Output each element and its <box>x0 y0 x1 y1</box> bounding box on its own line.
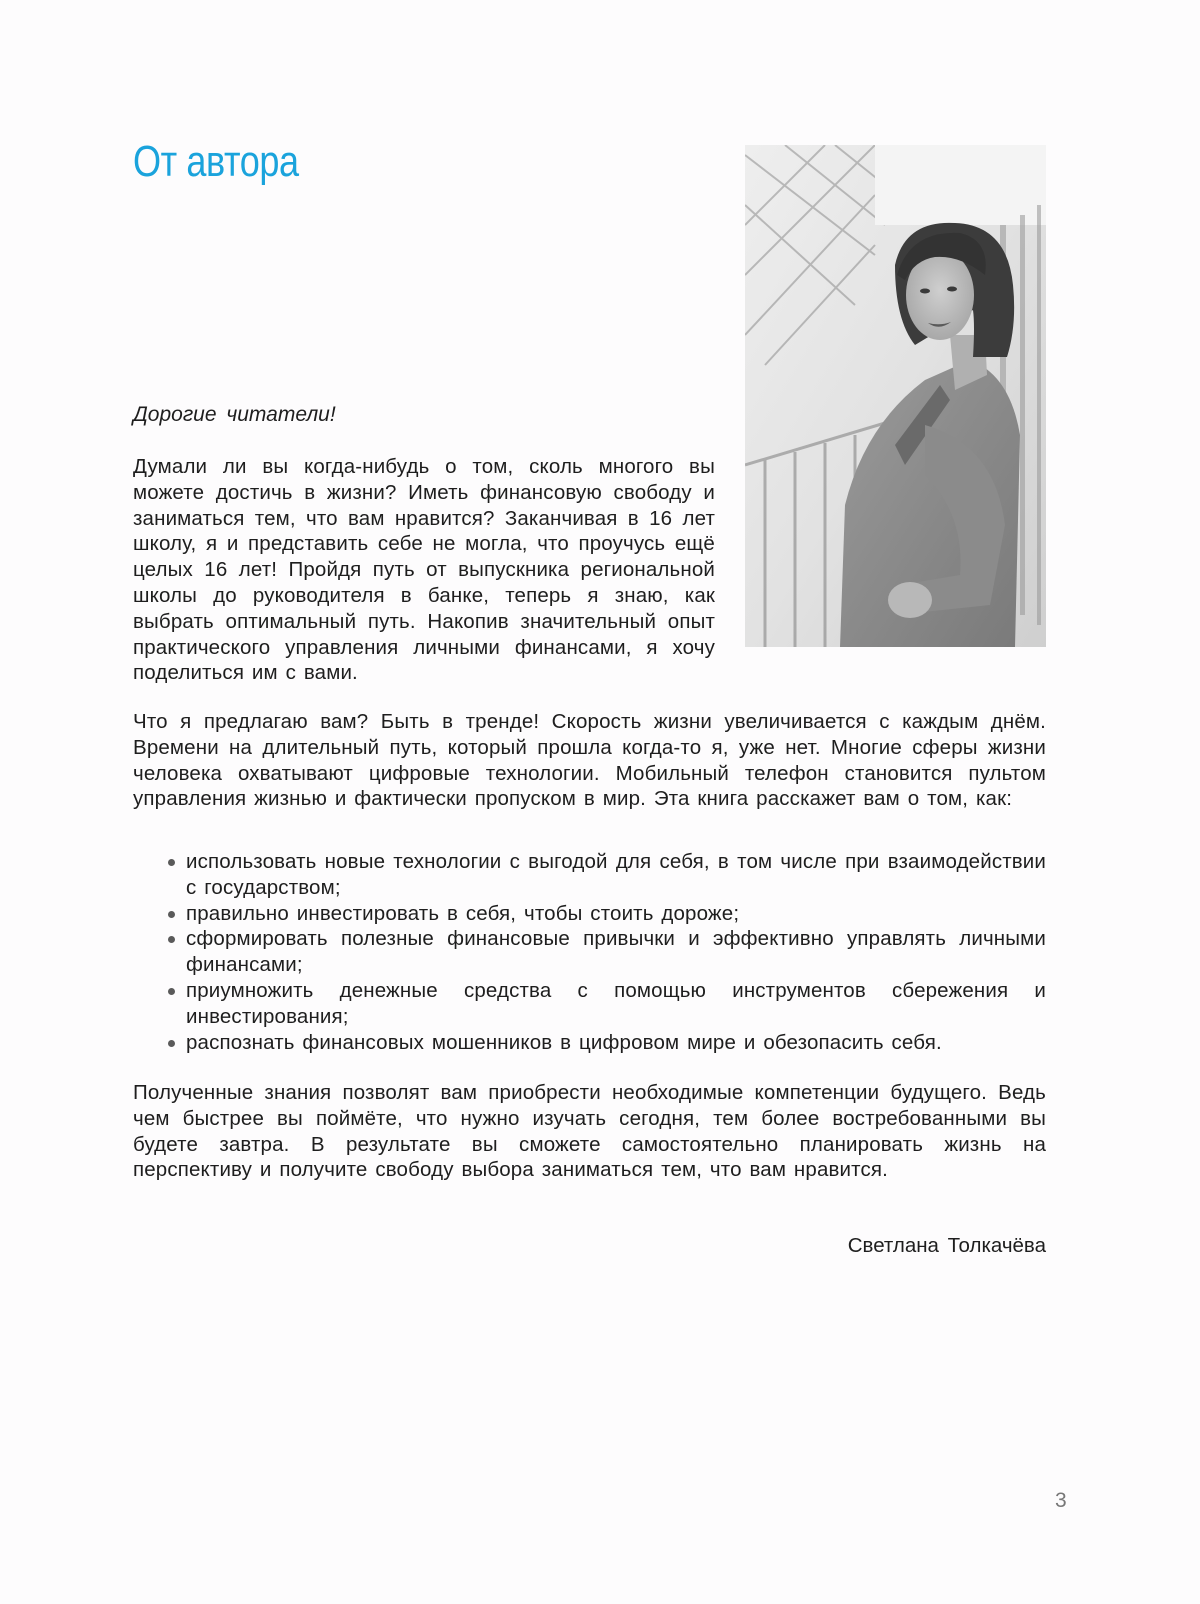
author-signature: Светлана Толкачёва <box>847 1234 1046 1257</box>
bullet-icon <box>168 1040 175 1047</box>
list-item-text: использовать новые технологии с выгодой для себя, в том числе при взаимодействии с государством; <box>186 850 1046 899</box>
author-photo-icon <box>745 145 1046 647</box>
paragraph-offer: Что я предлагаю вам? Быть в тренде! Скорость жизни увеличивается с каждым днём. Времени на длительный путь, который прошла когда-то я, уже нет. Многие сферы жизни человека охватывают цифровые технологии. Мобильный телефон становится пультом управления жизнью и фактически пропуском в мир. Эта книга расскажет вам о том, как: <box>133 710 1046 811</box>
bullet-icon <box>168 936 175 943</box>
page-number: 3 <box>1055 1489 1067 1512</box>
bullet-icon <box>168 859 175 866</box>
list-item-text: распознать финансовых мошенников в цифровом мире и обезопасить себя. <box>186 1030 942 1054</box>
paragraph-intro: Думали ли вы когда-нибудь о том, сколь многого вы можете достичь в жизни? Иметь финансовую свободу и заниматься тем, что вам нравится? Заканчивая в 16 лет школу, я и представить себе не могла, что проучусь ещё целых 16 лет! Пройдя путь от выпускника региональной школы до руководителя в банке, теперь я знаю, как выбрать оптимальный путь. Накопив значительный опыт практического управления личными финансами, я хочу поделиться им с вами. <box>133 455 715 685</box>
list-item <box>133 901 1046 927</box>
benefits-list <box>133 849 1046 1055</box>
list-item-text: сформировать полезные финансовые привычки и эффективно управлять личными финансами; <box>186 927 1046 977</box>
paragraph-conclusion: Полученные знания позволят вам приобрести необходимые компетенции будущего. Ведь чем быстрее вы поймёте, что нужно изучать сегодня, тем более востребованными вы будете завтра. В результате вы сможете самостоятельно планировать жизнь на перспективу и получите свободу выбора заниматься тем, что вам нравится. <box>133 1081 1046 1182</box>
list-item <box>133 926 1046 978</box>
author-photo <box>745 145 1046 647</box>
list-item-text: приумножить денежные средства с помощью инструментов сбережения и инвестирования; <box>186 978 1046 1028</box>
list-item <box>133 1030 1046 1056</box>
greeting: Дорогие читатели! <box>133 403 336 426</box>
list-item-text: правильно инвестировать в себя, чтобы стоить дороже; <box>186 901 740 925</box>
bullet-icon <box>168 911 175 918</box>
page-title: От автора <box>133 137 299 186</box>
list-item <box>133 849 1046 901</box>
bullet-icon <box>168 988 175 995</box>
list-item <box>133 978 1046 1030</box>
